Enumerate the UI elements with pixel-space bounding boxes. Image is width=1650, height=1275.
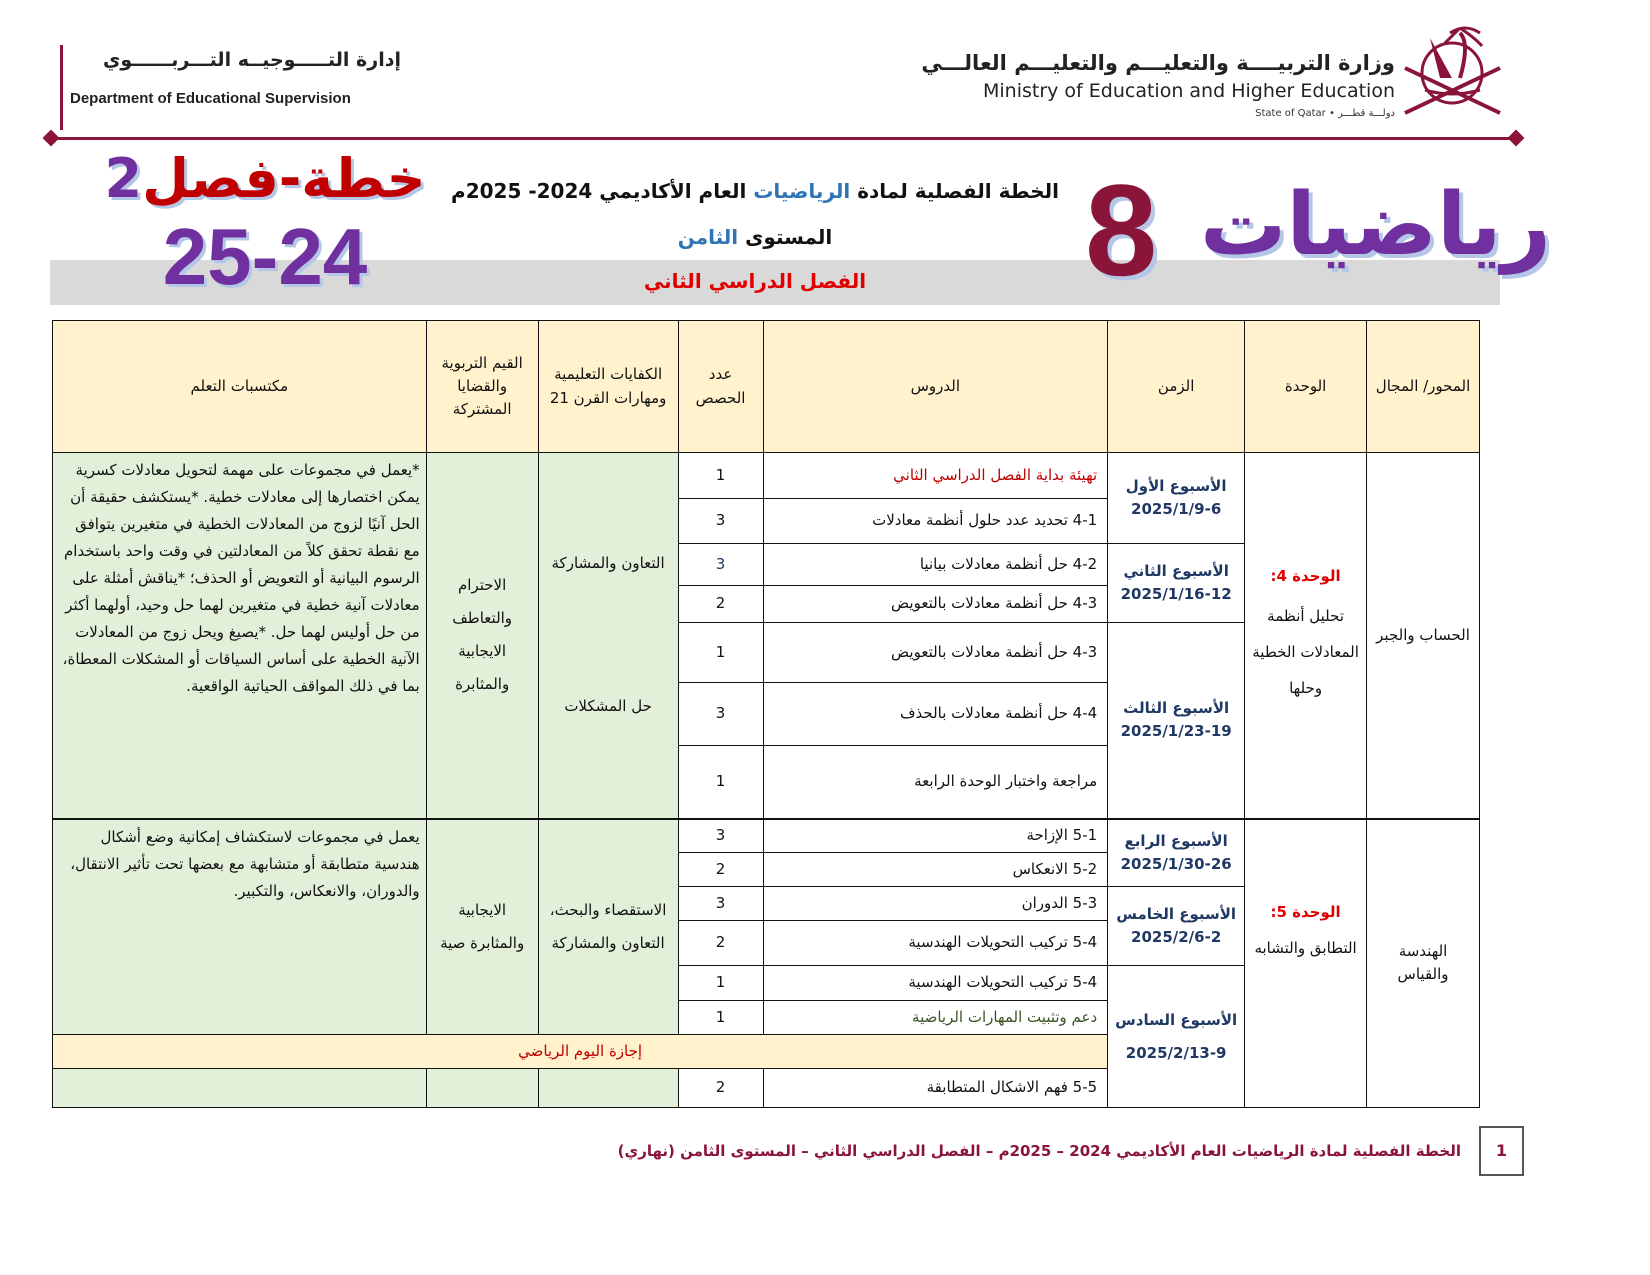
subject-title: رياضيات [1200, 175, 1552, 275]
lesson-title: 4-3 حل أنظمة معادلات بالتعويض [763, 623, 1108, 683]
lesson-title: 5-4 تركيب التحويلات الهندسية [763, 921, 1108, 966]
lesson-count: 3 [678, 683, 763, 746]
header-lessons: الدروس [763, 321, 1108, 453]
week-dates: 2025/1/16-12 [1120, 585, 1232, 603]
plan-year: 25-24 [162, 212, 368, 301]
competency: التعاون والمشاركة [551, 554, 665, 572]
learning-outcomes: *يعمل في مجموعات على مهمة لتحويل معادلات كسرية يمكن اختصارها إلى معادلات خطية. *يستكشف حقيقة أن الحل آنيًا لزوج من المعادلات الخطية في متغيرين يتوافق مع نقطة تحقق كلاً من المعادلتين في وقت واحد باستخدام الرسوم البيانية أو التعويض أو الحذف؛ *يناقش أمثلة على معادلات آنية خطية في متغيرين لهما حل وحيد، أولهما أكثر من حل أوليس لهما حل. *يصيغ ويحل زوج من المعادلات الآنية الخطية على أساس السياقات أو المشكلات المعطاة، بما في ذلك المواقف الحياتية الواقعية. [53, 453, 427, 819]
unit-label: الوحدة 4: [1270, 566, 1341, 585]
lesson-count: 1 [678, 746, 763, 819]
document-title [430, 178, 1080, 204]
lesson-count: 2 [678, 921, 763, 966]
lesson-count: 3 [678, 887, 763, 921]
header-competencies: الكفايات التعليمية ومهارات القرن 21 [538, 321, 678, 453]
lesson-count: 1 [678, 623, 763, 683]
lesson-title: 5-4 تركيب التحويلات الهندسية [763, 966, 1108, 1001]
content [52, 320, 1524, 1176]
plan-title [100, 148, 430, 210]
divider [60, 45, 63, 130]
values-cell: الايجابية والمثابرة صية [426, 819, 538, 1035]
week-name: الأسبوع الأول [1125, 476, 1227, 495]
empty-cell [426, 1069, 538, 1108]
table-header-row [53, 321, 1480, 453]
qatar-emblem-logo [1400, 18, 1505, 128]
week-cell [1108, 887, 1245, 966]
empty-cell [53, 1069, 427, 1108]
lesson-count: 2 [678, 853, 763, 887]
week-cell [1108, 544, 1245, 623]
department-name-ar: إدارة التـــــوجيــه التـــربــــــوي [102, 49, 401, 71]
plan-table [52, 320, 1480, 1108]
header-learning: مكتسبات التعلم [53, 321, 427, 453]
lesson-title: 5-2 الانعكاس [763, 853, 1108, 887]
level-value: الثامن [677, 225, 739, 249]
header-unit: الوحدة [1245, 321, 1367, 453]
lesson-title: 4-1 تحديد عدد حلول أنظمة معادلات [763, 499, 1108, 544]
department-name-en: Department of Educational Supervision [70, 90, 351, 107]
lesson-count: 1 [678, 966, 763, 1001]
week-dates: 2025/2/6-2 [1131, 928, 1222, 946]
unit-name: تحليل أنظمة المعادلات الخطية وحلها [1252, 606, 1359, 697]
values-cell: الاحترام والتعاطف الايجابية والمثابرة [426, 453, 538, 819]
lesson-title: 4-3 حل أنظمة معادلات بالتعويض [763, 586, 1108, 623]
week-cell [1108, 623, 1245, 819]
lesson-title: 4-2 حل أنظمة معادلات بيانيا [763, 544, 1108, 586]
week-name: الأسبوع الرابع [1124, 831, 1228, 850]
level-label: المستوى [738, 225, 833, 249]
lesson-title: تهيئة بداية الفصل الدراسي الثاني [763, 453, 1108, 499]
header-time: الزمن [1108, 321, 1245, 453]
competency-cell [538, 453, 678, 819]
diamond-ornament [1508, 130, 1525, 147]
competency-cell: الاستقصاء والبحث، التعاون والمشاركة [538, 819, 678, 1035]
header-count: عدد الحصص [678, 321, 763, 453]
semester-label: الفصل الدراسي الثاني [643, 269, 867, 293]
lesson-count: 3 [678, 819, 763, 853]
plan-label: خطة-فصل [142, 147, 426, 210]
unit-cell [1245, 819, 1367, 1108]
plan-number: 2 [104, 147, 143, 210]
week-name: الأسبوع الثالث [1123, 699, 1230, 717]
lesson-title: مراجعة واختبار الوحدة الرابعة [763, 746, 1108, 819]
lesson-title: 4-4 حل أنظمة معادلات بالحذف [763, 683, 1108, 746]
holiday-row: إجازة اليوم الرياضي [53, 1035, 1108, 1069]
title-text: العام الأكاديمي 2024- 2025م [451, 179, 754, 203]
lesson-count: 2 [678, 1069, 763, 1108]
learning-outcomes: يعمل في مجموعات لاستكشاف إمكانية وضع أشكال هندسية متطابقة أو متشابهة مع بعضها تحت تأثير الانتقال، والدوران، والانعكاس، والتكبير. [53, 819, 427, 1035]
domain-cell: الهندسة والقياس [1367, 819, 1480, 1108]
week-dates: 2025/1/30-26 [1120, 854, 1232, 873]
table-row [53, 819, 1480, 853]
week-cell [1108, 966, 1245, 1108]
week-name: الأسبوع الخامس [1116, 904, 1237, 923]
header-values: القيم التربوية والقضايا المشتركة [426, 321, 538, 453]
unit-cell [1245, 453, 1367, 819]
footer [52, 1126, 1524, 1176]
lesson-title: 5-3 الدوران [763, 887, 1108, 921]
ministry-name-en: Ministry of Education and Higher Education [982, 80, 1395, 102]
lesson-count: 2 [678, 586, 763, 623]
state-label: State of Qatar • دولـــة قطـــر [1255, 108, 1395, 119]
header-divider-line [50, 137, 1515, 140]
page-number: 1 [1479, 1126, 1524, 1176]
level-line [430, 224, 1080, 250]
empty-cell [538, 1069, 678, 1108]
week-name: الأسبوع السادس [1115, 1010, 1238, 1029]
week-dates: 2025/2/13-9 [1125, 1043, 1227, 1062]
ministry-name-ar: وزارة التربيــــة والتعليـــم والتعليـــم العالـــي [921, 51, 1395, 75]
lesson-count: 1 [678, 1001, 763, 1035]
domain-cell: الحساب والجبر [1367, 453, 1480, 819]
unit-label: الوحدة 5: [1270, 903, 1341, 922]
competency: حل المشكلات [564, 697, 652, 716]
week-dates: 2025/1/9-6 [1131, 500, 1222, 518]
footer-text: الخطة الفصلية لمادة الرياضيات العام الأكاديمي 2024 – 2025م – الفصل الدراسي الثاني – المستوى الثامن (نهاري) [617, 1142, 1461, 1160]
lesson-count: 3 [678, 544, 763, 586]
week-dates: 2025/1/23-19 [1120, 722, 1232, 741]
table-row [53, 453, 1480, 499]
title-text: الخطة الفصلية لمادة [850, 179, 1059, 203]
lesson-title: 5-1 الإزاحة [763, 819, 1108, 853]
title-subject: الرياضيات [753, 179, 851, 203]
unit-name: التطابق والتشابه [1254, 939, 1357, 958]
lesson-count: 1 [678, 453, 763, 499]
lesson-count: 3 [678, 499, 763, 544]
grade-number: 8 [1085, 157, 1158, 303]
week-cell [1108, 453, 1245, 544]
lesson-title: 5-5 فهم الاشكال المتطابقة [763, 1069, 1108, 1108]
week-name: الأسبوع الثاني [1123, 561, 1229, 580]
diamond-ornament [43, 130, 60, 147]
week-cell [1108, 819, 1245, 887]
lesson-title: دعم وتثبيت المهارات الرياضية [763, 1001, 1108, 1035]
header-domain: المحور/ المجال [1367, 321, 1480, 453]
